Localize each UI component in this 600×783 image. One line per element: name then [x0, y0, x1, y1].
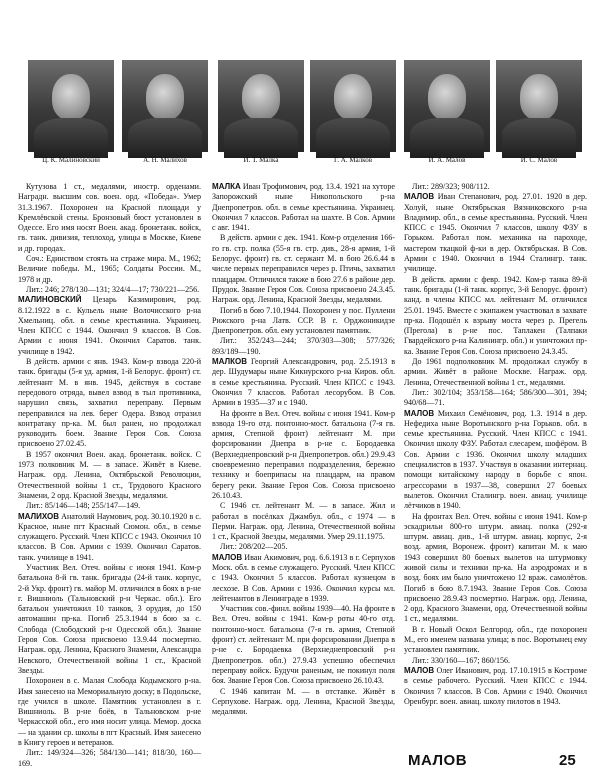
text-paragraph — [212, 687, 395, 718]
text-paragraph — [404, 275, 587, 357]
paragraph-text: Михаил Семёнович, род. 1.3. 1914 в дер. Нефедиха ныне Воротынского р-на Горьков. обл. в семье крестьянина. Русский. Член КПСС с 1941. Окончил школу ФЗУ. Работал слесарем, шофёром. В Сов. Армии с 1936. Окончил школу младших специалистов в 1937. Участвуя в оказании интернац. помощи китайскому народу в борьбе с япон. агрессорами в 1937—38, совершил 27 боевых вылетов. Окончил Сталингр. воен. авиац. училище лётчиков в 1940. — [404, 408, 587, 511]
portrait-image — [310, 60, 396, 152]
paragraph-text: Похоронен в с. Малая Слобода Кодымского р-на. Имя занесено на Мемориальную доску; в Подольске, где учился в школе. Памятник установлен в г. Вишниоль. В р-не боёв, в Тальновском р-не Черкасской обл., его имя носит улица. Мемор. доска — на здании ср. школы в пгт Красный. Имя занесено в Книгу героев и ветеранов. — [18, 676, 201, 748]
portrait-caption: А. Н. Малихов — [143, 156, 187, 164]
text-paragraph — [18, 357, 201, 450]
paragraph-text: Георгий Александрович, род. 2.5.1913 в дер. Шудумары ныне Кикнурского р-на Киров. обл. в семье крестьянина. Русский. Член КПСС с 1943. Окончил 7 классов. Работал лесорубом. В Сов. Армии в 1935—37 и с 1940. — [212, 357, 395, 408]
text-paragraph — [404, 357, 587, 388]
paragraph-text: С 1946 капитан М. — в отставке. Живёт в Серпухове. Награж. орд. Ленина, Красной Звезды, медалями. — [212, 686, 395, 717]
portrait-image — [28, 60, 114, 152]
text-paragraph — [18, 450, 201, 501]
text-column-3 — [404, 182, 587, 750]
portrait-malov-ia — [404, 60, 490, 162]
paragraph-text: На фронте в Вел. Отеч. войны с июня 1941. Ком-р взвода 19-го отд. понтонно-мост. батальона (7-я гв. армия, Степной фронт) лейтенант М. при форсировании Днепра в р-не с. Бородаевка (Верхнеднепровский р-н Днепропетров. обл.) 29.9.43 своевременно переправил подразделения, бережно технику и боеприпасы на плацдарм, на правом берегу реки. Звание Героя Сов. Союза присвоено 26.10.43. — [212, 408, 395, 500]
text-paragraph — [18, 676, 201, 748]
portrait-malikhov — [122, 60, 208, 162]
text-paragraph — [18, 182, 201, 254]
entry-paragraph — [18, 295, 201, 357]
text-column-1 — [18, 182, 201, 768]
text-paragraph — [212, 409, 395, 502]
entry-paragraph — [18, 512, 201, 563]
paragraph-text: Погиб в бою 7.10.1944. Похоронен у пос. Пуллени Рижского р-на Латв. ССР. В г. Орджоникидзе Днепропетров. обл. ему установлен памятник. — [212, 305, 395, 336]
portrait-caption: И. Т. Малка — [243, 156, 279, 164]
paragraph-text: Соч.: Единством стоять на страже мира. М., 1962; Величие победы. М., 1965; Солдаты России. М., 1978 и др. — [18, 254, 201, 284]
portrait-image — [218, 60, 304, 152]
text-paragraph — [404, 182, 587, 192]
text-paragraph — [18, 563, 201, 676]
text-paragraph — [212, 604, 395, 686]
entry-paragraph — [404, 409, 587, 512]
paragraph-text: Участник Вел. Отеч. войны с июня 1941. Ком-р батальона 8-й гв. танк. бригады (24-й танк. корпус, 2-й Укр. фронт) гв. майор М. отличился в боях в р-не г. Вишниоль (Тальновский р-н Черкас. обл.). Его батальон уничтожил 10 танков, 3 орудия, до 150 автомашин пр-ка. Погиб 25.3.1944 в бою за с. Слобода (Слободский р-н Одесской обл.). Звание Героя Сов. Союза присвоено 13.9.44 посмертно. Награж. орд. Ленина, Красного Знамени, Александра Невского, Отечественной войны 1 ст., Красной Звезды. — [18, 562, 201, 675]
paragraph-text: В 1957 окончил Воен. акад. бронетанк. войск. С 1973 полковник М. — в запасе. Живёт в Киеве. Награж. орд. Ленина, Октябрьской Революции, Отечественной войны 1 ст., Трудового Красного Знамени, 2 орд. Красной Звезды, медалями. — [18, 449, 201, 500]
portrait-malinovsky — [28, 60, 114, 162]
text-paragraph — [404, 512, 587, 625]
entry-heading: МАЛКОВ — [212, 357, 248, 367]
text-paragraph — [18, 748, 201, 769]
portrait-caption: И. А. Малов — [428, 156, 466, 164]
entry-paragraph — [404, 666, 587, 707]
text-paragraph — [404, 656, 587, 666]
portrait-caption: Ц. К. Малиновский — [42, 156, 100, 164]
paragraph-text: Иван Степанович, род. 27.01. 1920 в дер. Холуй, ныне Октябрьская Вязниковского р-на Владимир. обл., в семье крестьянина. Русский. Член КПСС с 1945. Окончил 7 классов, школу ФЗУ в Горьком. Работал пом. механика на пароходе, мастером ткацкой ф-ки в дер. Октябрьская. В Сов. Армии с 1940. Окончил в 1944 Сталингр. танк. училище. — [404, 192, 587, 274]
text-paragraph — [18, 285, 201, 295]
paragraph-text: Лит.: 330/160—167; 860/156. — [412, 655, 511, 665]
portrait-image — [404, 60, 490, 152]
paragraph-text: В г. Новый Оскол Белгород. обл., где похоронен М., его именем названа улица; в пос. Воротынец ему установлен памятник. — [404, 624, 587, 655]
paragraph-text: Олег Иванович, род. 17.10.1915 в Костроме в семье рабочего. Русский. Член КПСС с 1944. Окончил 7 классов. В Сов. Армии с 1940. Окончил Оренбург. воен. авиац. школу пилотов в 1943. — [404, 665, 587, 706]
entry-heading: МАЛОВ — [212, 552, 243, 562]
text-column-2 — [212, 182, 395, 750]
paragraph-text: Иван Трофимович, род. 13.4. 1921 на хуторе Запорожский ныне Никопольского р-на Днепропетров. обл. в семье крестьянина. Украинец. Окончил 7 классов. Работал на шахте. В Сов. Армии с авг. 1941. — [212, 182, 395, 233]
entry-heading: МАЛИХОВ — [18, 511, 60, 521]
portrait-caption: И. С. Малов — [520, 156, 558, 164]
paragraph-text: Иван Акимович, род. 6.6.1913 в г. Серпухов Моск. обл. в семье служащего. Русский. Член КПСС с 1943. Окончил 5 классов. Работал кузнецом в лесхозе. В Сов. Армии с 1936. Окончил курсы мл. лейтенантов в Ленинграде в 1939. — [212, 552, 395, 603]
entry-heading: МАЛОВ — [404, 192, 435, 202]
page-number: 25 — [559, 752, 576, 769]
paragraph-text: С 1946 ст. лейтенант М. — в запасе. Жил и работал в посёлках Джамбул. обл., с 1974 — в Перми. Награж. орд. Ленина, Отечественной войны 1 ст., Красной Звезды, медалями. Умер 29.11.1975. — [212, 501, 395, 542]
text-paragraph — [212, 306, 395, 337]
text-paragraph — [404, 625, 587, 656]
running-head: МАЛОВ — [408, 752, 468, 769]
text-paragraph — [404, 388, 587, 409]
paragraph-text: Цезарь Казимирович, род. 8.12.1922 в с. Кульель ныне Волочисского р-на Хмельниц. обл. в семье крестьянина. Украинец. Член КПСС с 1944. Окончил 9 классов. В Сов. Армии с июня 1941. Окончил Саратов. танк. училище в 1942. — [18, 295, 201, 356]
text-paragraph — [18, 254, 201, 285]
text-paragraph — [212, 336, 395, 357]
portrait-image — [122, 60, 208, 152]
portrait-malkov — [310, 60, 396, 162]
entry-heading: МАЛОВ — [404, 665, 435, 675]
entry-paragraph — [212, 357, 395, 408]
text-paragraph — [212, 233, 395, 305]
entry-paragraph — [212, 553, 395, 604]
paragraph-text: В действ. армии с янв. 1943. Ком-р взвода 220-й танк. бригады (5-я уд. армия, 1-й Белорус. фронт) ст. лейтенант М. в янв. 1945, действуя в составе передового отряда, вывел взвод в тыл противника, нарушил связь, захватил переправу. Первым переправился на лев. берег Одера. Взвод отразил контратаку пр-ка. М. был ранен, но продолжал руководить боем. Звание Героя Сов. Союза присвоено 27.02.45. — [18, 357, 201, 449]
entry-paragraph — [404, 192, 587, 274]
paragraph-text: Участник сов.-финл. войны 1939—40. На фронте в Вел. Отеч. войны с 1941. Ком-р роты 40-го отд. понтонно-мост. батальона (7-я гв. армия, Степной фронт) ст. лейтенант М. при форсировании Днепра в р-не с. Бородаевка (Верхнеднепровский р-н Днепропетров. обл.) 27.9.43 успешно обеспечил переправу войск. Будучи раненым, не покинул поля боя. Звание Героя Сов. Союза присвоено 26.10.43. — [212, 604, 395, 686]
paragraph-text: Анатолий Наумович, род. 30.10.1920 в с. Красное, ныне пгт Красный Сюмон. обл., в семье служащего. Русский. Член КПСС с 1943. Окончил 10 классов. В Сов. Армии с 1939. Окончил Саратов. танк. училище в 1941. — [18, 511, 201, 562]
paragraph-text: Лит.: 85/146—148; 255/147—149. — [26, 501, 141, 511]
entry-heading: МАЛОВ — [404, 408, 435, 418]
paragraph-text: До 1961 подполковник М. продолжал службу в армии. Живёт в районе Москве. Награж. орд. Ленина, Отечественной войны 1 ст., медалями. — [404, 357, 587, 387]
paragraph-text: На фронтах Вел. Отеч. войны с июня 1941. Ком-р эскадрильи 800-го штурм. авиац. полка (292-я штурм. авиац. див., 1-й штурм. авиац. корпус, 2-я возд. армия, Воронеж. фронт) капитан М. к маю 1943 совершил 80 боевых вылетов на штурмовку живой силы и техники пр-ка. На аэродромах и в возд. боях им было уничтожено 12 враж. самолётов. Погиб в бою 8.7.1943. Звание Героя Сов. Союза присвоено 28.9.43 посмертно. Награж. орд. Ленина, 2 орд. Красного Знамени, орд. Отечественной войны 1 ст., медалями. — [404, 511, 587, 624]
paragraph-text: Лит.: 246; 278/130—131; 324/4—17; 730/221—256. — [26, 284, 200, 294]
text-paragraph — [212, 542, 395, 552]
paragraph-text: В действ. армии с дек. 1941. Ком-р отделения 166-го гв. стр. полка (55-я гв. стр. див., 28-я армия, 1-й Белорус. фронт) гв. ст. сержант М. в бою 26.6.44 в числе первых переправился через р. Птичь, захватил плацдарм. Отличился также в бою 27.6 в районе дер. Прудок. Звание Героя Сов. Союза присвоено 24.3.45. Награж. орд. Ленина, Красной Звезды, медалями. — [212, 233, 395, 305]
paragraph-text: Лит.: 149/324—326; 584/130—141; 818/30, 160—169. — [18, 748, 201, 768]
portrait-malov-is — [496, 60, 582, 162]
portrait-malka — [218, 60, 304, 162]
text-paragraph — [18, 501, 201, 511]
portrait-image — [496, 60, 582, 152]
paragraph-text: Лит.: 352/243—244; 370/303—308; 577/326; 893/189—190. — [212, 336, 395, 356]
entry-paragraph — [212, 182, 395, 233]
text-paragraph — [212, 501, 395, 542]
portrait-row — [20, 60, 586, 180]
entry-heading: МАЛИНОВСКИЙ — [18, 295, 82, 305]
paragraph-text: Лит.: 289/323; 908/112. — [412, 182, 490, 191]
paragraph-text: Лит.: 208/202—205. — [220, 542, 288, 552]
paragraph-text: Кутузова 1 ст., медалями, иностр. орденами. Наградн. высшим сов. воен. орд. «Победа». Умер 31.3.1967. Похоронен на Красной площади у Кремлёвской стены. Бронзовый бюст установлен в Одессе. Его имя носят Воен. акад. бронетанк. войск, гв. танк. дивизия, теплоход, улицы в Москве, Киеве и др. городах. — [18, 182, 201, 253]
paragraph-text: Лит.: 302/104; 353/158—164; 586/300—301, 394; 940/68—71. — [404, 387, 587, 408]
paragraph-text: В действ. армии с февр. 1942. Ком-р танка 89-й танк. бригады (1-й танк. корпус, 3-й Белорус. фронт) канд. в члены КПСС мл. лейтенант М. отличился 25.01. 1945. Вместе с экипажем участвовал в захвате пр-ка. Подошёл к взрыву моста через р. Прегель (Прегола) в р-не пос. Таплакен (Талпаки Гвардейского р-на Калинингр. обл.) и уничтожил пр-ка. Звание Героя Сов. Союза присвоено 24.3.45. — [404, 274, 587, 356]
portrait-caption: Г. А. Малков — [333, 156, 373, 164]
entry-heading: МАЛКА — [212, 182, 241, 191]
